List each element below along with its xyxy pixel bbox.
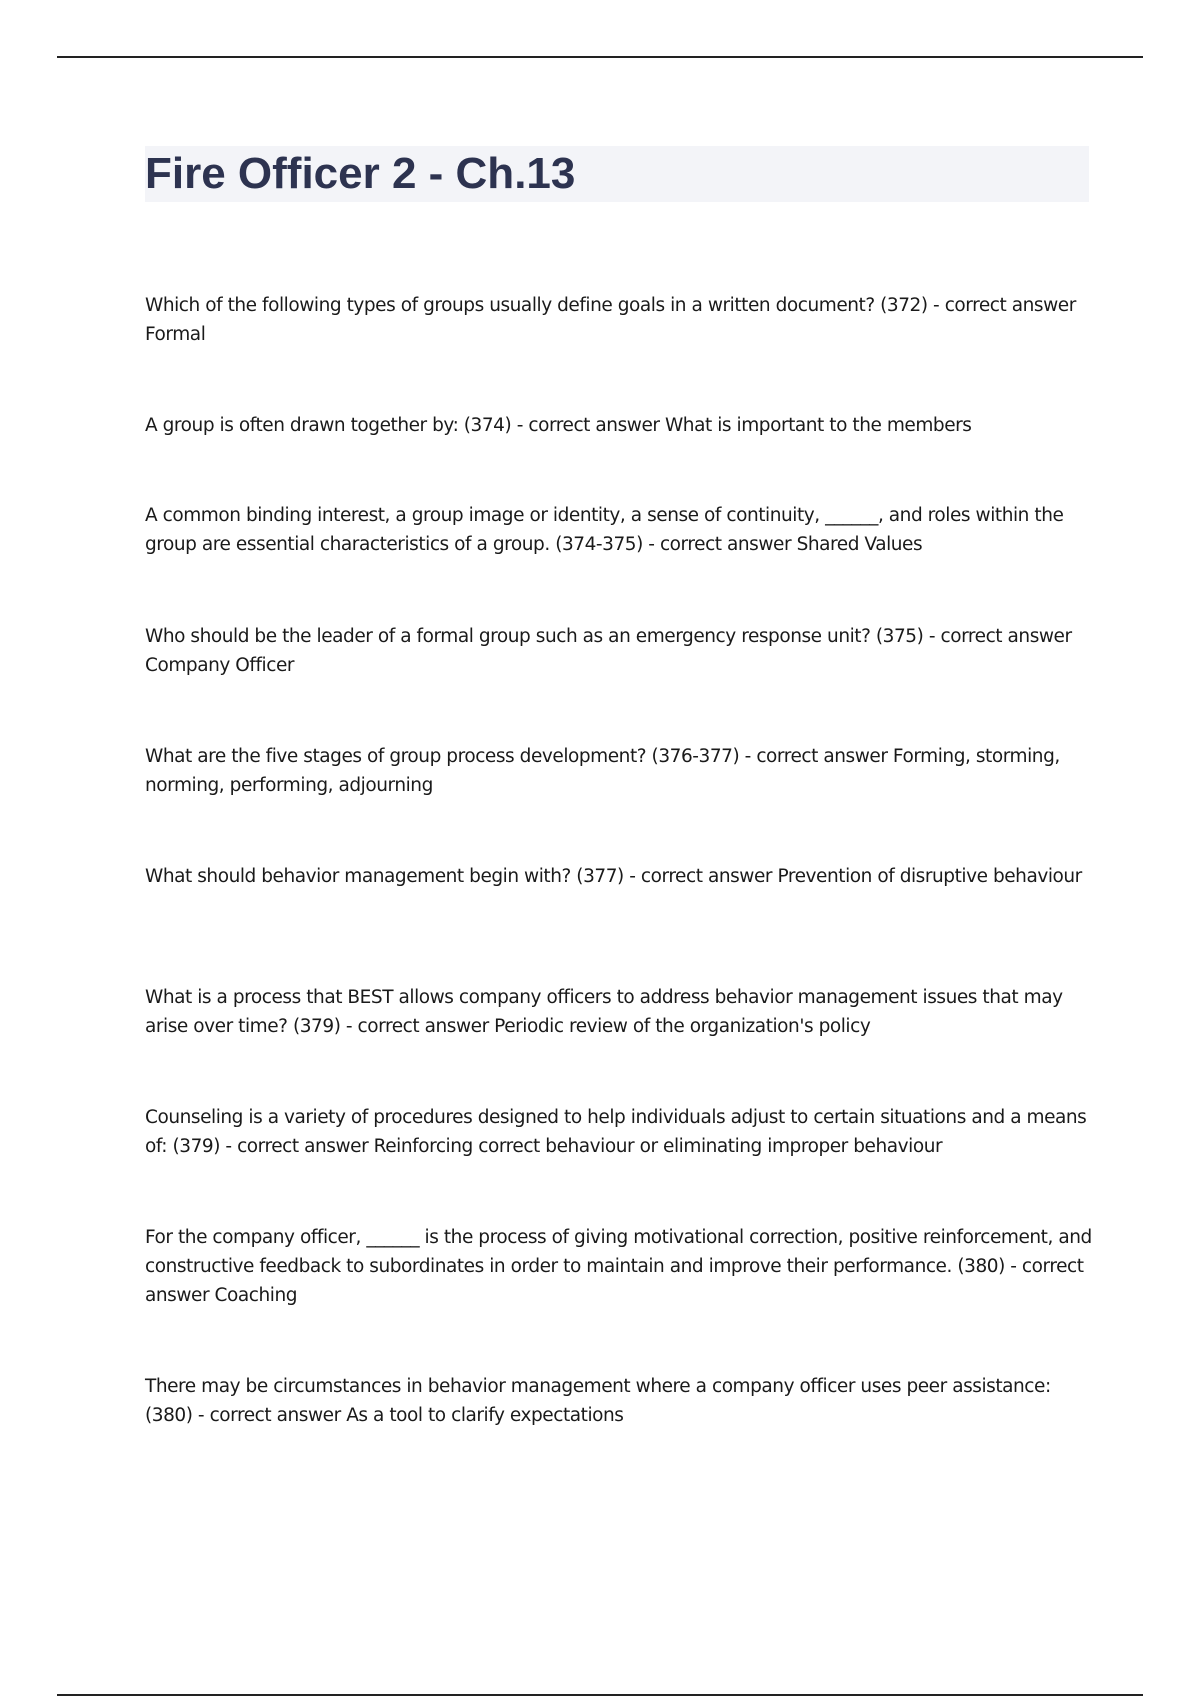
question-item-4: Who should be the leader of a formal group such as an emergency response unit? (375) - correct answer Company Officer <box>145 626 1072 676</box>
question-item-5: What are the five stages of group process development? (376-377) - correct answer Forming, storming, norming, performing, adjourning <box>145 746 1060 796</box>
question-item-2: A group is often drawn together by: (374) - correct answer What is important to the members <box>145 415 972 436</box>
question-item-6: What should behavior management begin with? (377) - correct answer Prevention of disruptive behaviour <box>145 866 1082 887</box>
bottom-divider <box>57 1694 1143 1696</box>
question-item-10: There may be circumstances in behavior management where a company officer uses peer assistance: (380) - correct answer As a tool to clarify expectations <box>145 1376 1051 1426</box>
page-title: Fire Officer 2 - Ch.13 <box>145 149 576 198</box>
title-banner <box>145 146 1089 202</box>
question-item-7: What is a process that BEST allows company officers to address behavior management issues that may arise over time? (379) - correct answer Periodic review of the organization's policy <box>145 987 1063 1037</box>
question-item-9: For the company officer, ______ is the process of giving motivational correction, positive reinforcement, and constructive feedback to subordinates in order to maintain and improve their performance. (380) - correct answer Coaching <box>145 1227 1092 1306</box>
question-item-8: Counseling is a variety of procedures designed to help individuals adjust to certain situations and a means of: (379) - correct answer Reinforcing correct behaviour or eliminating improper behaviour <box>145 1107 1087 1157</box>
question-item-1: Which of the following types of groups usually define goals in a written document? (372) - correct answer Formal <box>145 295 1076 345</box>
question-item-3: A common binding interest, a group image or identity, a sense of continuity, ______, and roles within the group are essential characteristics of a group. (374-375) - correct answer Shared Values <box>145 505 1064 555</box>
top-divider <box>57 56 1143 58</box>
